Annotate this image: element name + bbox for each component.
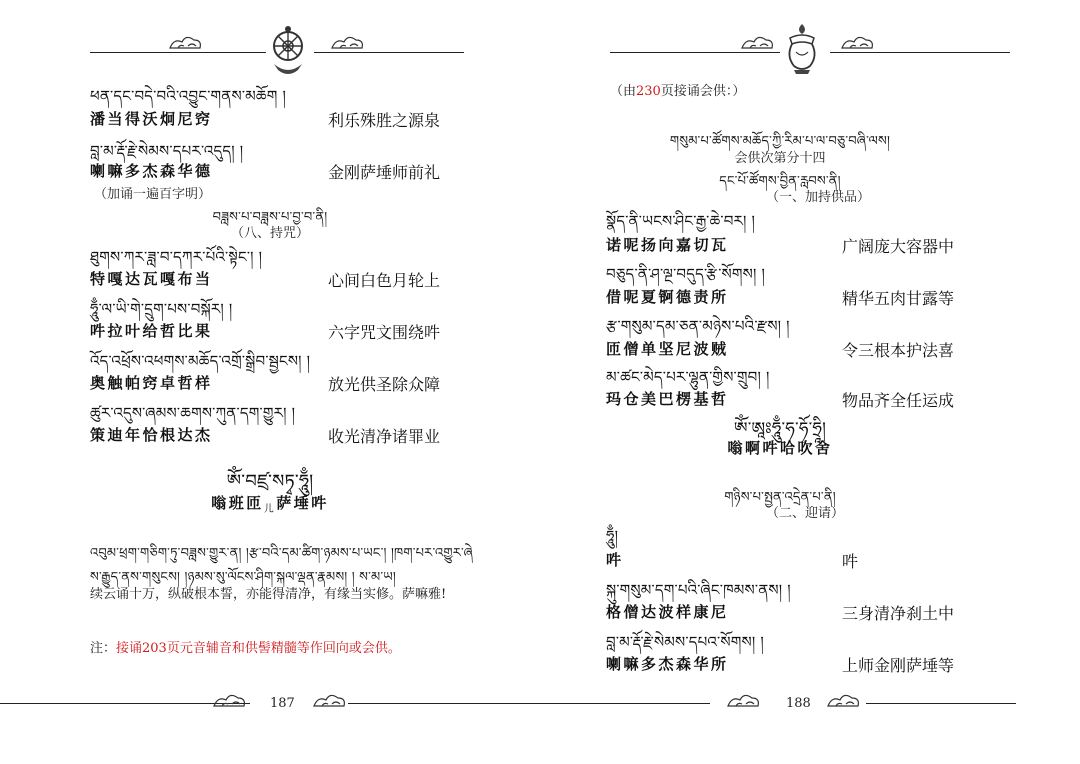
transliteration-line: 吽 — [606, 551, 624, 569]
transliteration-line: 诺呢扬向嘉切瓦 — [606, 236, 729, 254]
footnote — [90, 637, 401, 656]
tibetan-line: འོད་འཕྲོས་འཕགས་མཆོད་འགྲོ་སྒྲིབ་སྦྱངས། ། — [90, 352, 311, 370]
transliteration-line: 策迪年恰根达杰 — [90, 426, 213, 444]
page-number: 187 — [270, 696, 295, 711]
cloud-ornament-icon — [168, 34, 204, 52]
chinese-line: 物品齐全任运成 — [842, 391, 955, 410]
transliteration-line: 匝僧单坚尼波贼 — [606, 340, 729, 358]
footnote-text: 接诵203页元音辅音和供髻精髓等作回向或会供。 — [116, 641, 401, 656]
right-page — [540, 0, 1080, 764]
tibetan-paragraph: འབུམ་ཕྲག་གཅིག་ཏུ་བཟླས་གྱུར་ན། །རྩ་བའི་དམ་ཚིག་ཉམས་པ་ཡང་། །ཁག་པར་འགྱུར་ཞེ — [90, 546, 473, 561]
tibetan-line: སྐུ་གསུམ་དག་པའི་ཞིང་ཁམས་ནས། ། — [606, 581, 791, 599]
cloud-ornament-icon — [726, 692, 762, 710]
chinese-line: 心间白色月轮上 — [328, 271, 441, 290]
transliteration-line: 奥触帕窍卓哲样 — [90, 374, 213, 392]
header-rule-left — [90, 52, 266, 53]
tibetan-line: ཕན་དང་བདེ་བའི་འབྱུང་གནས་མཆོག ། — [90, 87, 287, 105]
section-heading: （八、持咒） — [230, 226, 309, 241]
tibetan-paragraph: ས་རྒྱུད་ནས་གསུངས། །ཉམས་སུ་ལོངས་ཤིག་སྐལ་ལྡན་རྣམས། ། ས་མ་ཡ། — [90, 570, 397, 585]
instruction-note: （加诵一遍百字明） — [94, 187, 212, 202]
chinese-line: 吽 — [842, 552, 859, 571]
cloud-ornament-icon — [740, 34, 776, 52]
chinese-line: 金刚萨埵师前礼 — [328, 163, 441, 182]
transliteration-line: 潘当得沃炯尼窍 — [90, 110, 213, 128]
tibetan-line: ཧཱུྃ་ལ་ཡི་གེ་དྲུག་པས་བསྐོར། ། — [90, 300, 233, 318]
chinese-line: 放光供圣除众障 — [328, 375, 441, 394]
cloud-ornament-icon — [212, 692, 248, 710]
tibetan-line: མ་ཚང་མེད་པར་ལྷུན་གྱིས་གྲུབ། ། — [606, 368, 770, 386]
footer-rule-right — [866, 703, 1016, 704]
tibetan-line: བཅུད་ནི་ཤ་ལྔ་བདུད་རྩི་སོགས། ། — [606, 265, 765, 283]
subsection-heading: （一、加持供品） — [766, 190, 871, 205]
section-heading: 会供次第分十四 — [734, 151, 826, 166]
tibetan-line: ཚུར་འདུས་ཞམས་ཆགས་ཀུན་དག་གྱུར། ། — [90, 404, 296, 422]
tibetan-line: རྩ་གསུམ་དམ་ཅན་མཉེས་པའི་རྫས། ། — [606, 317, 790, 335]
tibetan-line: ཐུགས་ཀར་ཟླ་བ་དཀར་པོའི་སྟེང་། ། — [90, 248, 263, 266]
section-heading-tibetan: གསུམ་པ་ཚོགས་མཆོད་ཀྱི་རིམ་པ་ལ་བཅུ་བཞི་ལས། — [669, 134, 891, 149]
transliteration-line: 喇嘛多杰森华所 — [606, 655, 729, 673]
chinese-line: 六字咒文围绕吽 — [328, 323, 441, 342]
section-heading-tibetan: གཉིས་པ་སྤྱན་འདྲེན་པ་ནི། — [724, 490, 836, 505]
subsection-heading-tibetan: དང་པོ་ཚོགས་བྱིན་རླབས་ནི། — [719, 174, 841, 189]
tibetan-line: སྣོད་ནི་ཡངས་ཤིང་རྒྱ་ཆེ་བར། ། — [606, 212, 756, 230]
treasure-vase-icon — [778, 22, 826, 76]
mantra-transliteration: 嗡班匝$_儿$萨埵吽 — [211, 494, 329, 515]
tibetan-syllable: ཧཱུྃ། — [606, 527, 619, 545]
transliteration-line: 借呢夏锕德责所 — [606, 288, 729, 306]
chinese-line: 三身清净刹土中 — [842, 604, 955, 623]
chinese-line: 精华五肉甘露等 — [842, 289, 955, 308]
transliteration-line: 特嘎达瓦嘎布当 — [90, 270, 213, 288]
chinese-line: 令三根本护法喜 — [842, 341, 955, 360]
transliteration-line: 喇嘛多杰森华德 — [90, 162, 213, 180]
footer-rule-left — [540, 703, 710, 704]
chinese-line: 利乐殊胜之源泉 — [328, 111, 441, 130]
transliteration-line: 吽拉叶给哲比果 — [90, 322, 213, 340]
transliteration-line: 玛仓美巴楞基哲 — [606, 390, 729, 408]
cloud-ornament-icon — [826, 692, 862, 710]
chinese-paragraph: 续云诵十万，纵破根本誓，亦能得清净，有缘当实修。萨嘛雅! — [90, 587, 447, 602]
header-rule-left — [610, 52, 780, 53]
section-heading: （二、迎请） — [766, 506, 845, 521]
continuation-note: （由230页接诵会供：） — [610, 84, 746, 99]
header-rule-right — [314, 52, 464, 53]
dharma-wheel-icon — [264, 24, 312, 78]
section-heading-tibetan: བཟླས་པ་བཟླས་པ་བྱ་བ་ནི། — [212, 210, 328, 225]
mantra-transliteration: 嗡啊吽哈吹舍 — [727, 439, 833, 457]
mantra-tibetan: ཨོཾ་བཛྲ་སཏྭ་ཧཱུྃ། — [226, 471, 314, 492]
cloud-ornament-icon — [312, 692, 348, 710]
cloud-ornament-icon — [330, 34, 366, 52]
tibetan-line: བླ་མ་རྡོ་རྗེ་སེམས་དཔའ་སོགས། ། — [606, 633, 764, 651]
footnote-label: 注： — [90, 641, 117, 656]
chinese-line: 广阔庞大容器中 — [842, 237, 955, 256]
chinese-line: 收光清净诸罪业 — [328, 427, 441, 446]
footer-rule-right — [348, 703, 540, 704]
header-rule-right — [830, 52, 1010, 53]
mantra-tibetan: ཨོཾ་ཨཱཿཧཱུྃ་ཧ་ཧོ་ཧྲཱི། — [733, 419, 827, 439]
tibetan-line: བླ་མ་རྡོ་རྗེ་སེམས་དཔར་འདུད། ། — [90, 142, 244, 160]
transliteration-line: 格僧达波样康尼 — [606, 603, 729, 621]
cloud-ornament-icon — [840, 34, 876, 52]
chinese-line: 上师金刚萨埵等 — [842, 656, 955, 675]
page-number: 188 — [786, 696, 811, 711]
